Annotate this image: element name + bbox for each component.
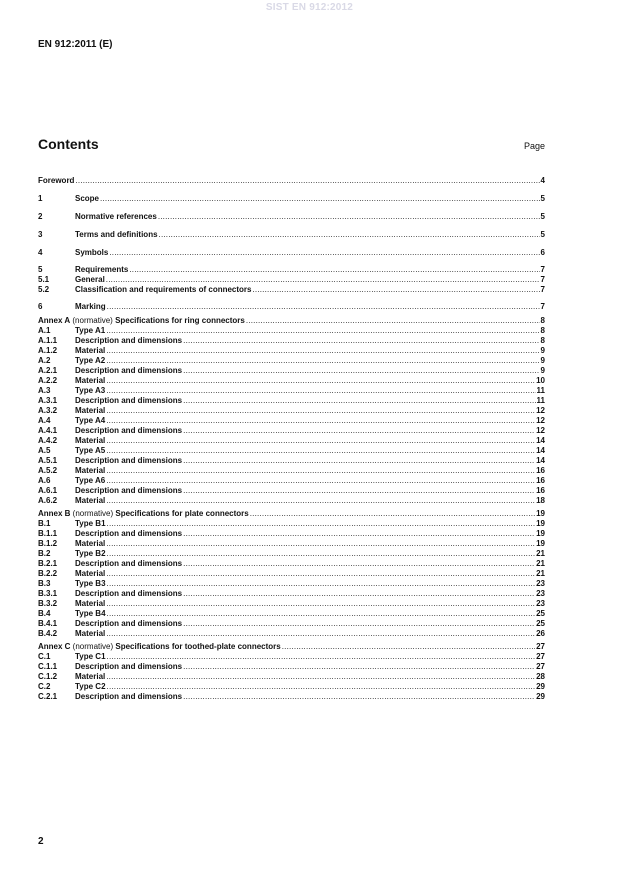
toc-dot-leader: [106, 476, 535, 486]
toc-entry-number: A.1.1: [38, 336, 58, 345]
toc-entry-number: B.2: [38, 549, 51, 558]
toc-entry-title: Type A2: [75, 356, 106, 365]
toc-entry-number: B.2.1: [38, 559, 58, 568]
toc-page-number: 19: [536, 539, 545, 548]
toc-page-number: 25: [536, 619, 545, 628]
toc-entry-number: B.1.2: [38, 539, 58, 548]
toc-dot-leader: [106, 466, 535, 476]
toc-entry-number: C.2: [38, 682, 51, 691]
toc-entry[interactable]: [38, 486, 545, 496]
toc-dot-leader: [106, 569, 535, 579]
toc-entry[interactable]: [38, 285, 545, 295]
toc-entry[interactable]: [38, 247, 545, 259]
toc-page-number: 27: [536, 652, 545, 661]
toc-entry-number: 3: [38, 230, 43, 239]
toc-dot-leader: [106, 629, 535, 639]
toc-dot-leader: [100, 193, 540, 205]
toc-entry[interactable]: [38, 436, 545, 446]
toc-entry-title: Specifications for ring connectors: [115, 316, 245, 325]
toc-dot-leader: [106, 346, 539, 356]
toc-annex-title: [38, 509, 249, 519]
toc-entry-number: B.4.2: [38, 629, 58, 638]
toc-page-number: 23: [536, 599, 545, 608]
toc-entry-title: General: [75, 275, 105, 284]
toc-entry[interactable]: [38, 599, 545, 609]
toc-entry[interactable]: [38, 662, 545, 672]
toc-dot-leader: [159, 229, 540, 241]
toc-annex-number: Annex A: [38, 316, 71, 325]
toc-entry[interactable]: [38, 356, 545, 366]
toc-page-number: 29: [536, 692, 545, 701]
toc-entry-number: 1: [38, 194, 43, 203]
toc-entry-title: Type A1: [75, 326, 106, 335]
toc-entry[interactable]: [38, 559, 545, 569]
toc-dot-leader: [107, 609, 536, 619]
toc-page-number: 7: [540, 285, 545, 294]
toc-entry-number: B.3: [38, 579, 51, 588]
toc-page-number: 19: [536, 509, 545, 518]
toc-entry-title: Description and dimensions: [75, 396, 183, 405]
toc-entry-number: A.6.2: [38, 496, 58, 505]
toc-entry-title: Material: [75, 376, 106, 385]
toc-page-number: 16: [536, 486, 545, 495]
toc-dot-leader: [107, 579, 536, 589]
toc-entry-title: Specifications for plate connectors: [115, 509, 249, 518]
toc-entry-number: A.3.1: [38, 396, 58, 405]
toc-dot-leader: [75, 175, 539, 187]
toc-entry[interactable]: [38, 692, 545, 702]
toc-entry-title: Type B2: [75, 549, 106, 558]
toc-dot-leader: [106, 376, 535, 386]
toc-entry[interactable]: [38, 509, 545, 519]
toc-page-number: 7: [540, 265, 545, 274]
toc-page-number: 21: [536, 569, 545, 578]
toc-entry-title: Material: [75, 466, 106, 475]
toc-dot-leader: [183, 336, 539, 346]
toc-dot-leader: [106, 599, 535, 609]
toc-entry-title: Material: [75, 539, 106, 548]
toc-page-number: 26: [536, 629, 545, 638]
toc-page-number: 18: [536, 496, 545, 505]
toc-dot-leader: [109, 247, 539, 259]
toc-entry[interactable]: [38, 456, 545, 466]
toc-entry-title: Type C1: [75, 652, 106, 661]
toc-entry-number: 5: [38, 265, 43, 274]
toc-dot-leader: [246, 316, 540, 326]
toc-dot-leader: [282, 642, 535, 652]
toc-entry[interactable]: [38, 326, 545, 336]
toc-dot-leader: [107, 652, 536, 662]
toc-page-number: 8: [540, 316, 545, 325]
toc-entry[interactable]: [38, 539, 545, 549]
table-of-contents: [38, 175, 545, 702]
toc-annex-note: (normative): [70, 316, 116, 325]
toc-dot-leader: [106, 539, 535, 549]
toc-page-number: 28: [536, 672, 545, 681]
toc-entry-title: Description and dimensions: [75, 426, 183, 435]
toc-dot-leader: [183, 396, 535, 406]
toc-entry-number: C.2.1: [38, 692, 58, 701]
toc-entry-title: Type C2: [75, 682, 106, 691]
toc-entry-title: Material: [75, 436, 106, 445]
toc-entry-title: Type A6: [75, 476, 106, 485]
toc-entry-number: B.1.1: [38, 529, 58, 538]
toc-page-number: 29: [536, 682, 545, 691]
toc-dot-leader: [183, 426, 535, 436]
toc-entry[interactable]: [38, 416, 545, 426]
toc-page-number: 19: [536, 529, 545, 538]
toc-entry-title: Material: [75, 672, 106, 681]
toc-dot-leader: [183, 456, 535, 466]
toc-entry-number: A.2.1: [38, 366, 58, 375]
toc-entry[interactable]: [38, 476, 545, 486]
toc-entry-number: B.4.1: [38, 619, 58, 628]
toc-dot-leader: [183, 662, 535, 672]
toc-annex-number: Annex B: [38, 509, 71, 518]
toc-annex-title: [38, 316, 245, 326]
toc-dot-leader: [106, 672, 535, 682]
toc-entry-title: Description and dimensions: [75, 366, 183, 375]
toc-entry-number: A.2: [38, 356, 51, 365]
toc-page-number: 14: [536, 436, 545, 445]
toc-entry-number: B.3.2: [38, 599, 58, 608]
toc-entry[interactable]: [38, 265, 545, 275]
toc-page-number: 12: [536, 416, 545, 425]
toc-entry[interactable]: [38, 652, 545, 662]
toc-entry[interactable]: [38, 682, 545, 692]
toc-entry-number: A.3.2: [38, 406, 58, 415]
toc-entry[interactable]: [38, 275, 545, 285]
toc-entry-title: Type A4: [75, 416, 106, 425]
toc-entry-title: Type B4: [75, 609, 106, 618]
toc-entry-title: Requirements: [75, 265, 129, 274]
toc-entry-title: Material: [75, 599, 106, 608]
watermark: SIST EN 912:2012: [265, 2, 354, 13]
toc-page-number: 21: [536, 559, 545, 568]
toc-entry-number: B.3.1: [38, 589, 58, 598]
toc-entry-title: Type A3: [75, 386, 106, 395]
toc-entry-number: C.1: [38, 652, 51, 661]
toc-page-number: 14: [536, 446, 545, 455]
toc-entry[interactable]: [38, 193, 545, 205]
toc-entry-number: A.4.1: [38, 426, 58, 435]
toc-entry-title: Symbols: [75, 248, 109, 257]
toc-entry[interactable]: [38, 446, 545, 456]
toc-dot-leader: [106, 436, 535, 446]
toc-entry[interactable]: [38, 336, 545, 346]
toc-page-number: 7: [540, 275, 545, 284]
toc-entry-title: Description and dimensions: [75, 486, 183, 495]
page-number: 2: [38, 836, 44, 847]
toc-page-number: 25: [536, 609, 545, 618]
toc-dot-leader: [107, 301, 540, 313]
toc-page-number: 14: [536, 456, 545, 465]
toc-entry[interactable]: [38, 629, 545, 639]
toc-page-number: 4: [540, 176, 545, 185]
toc-entry-number: A.4: [38, 416, 51, 425]
toc-entry[interactable]: [38, 589, 545, 599]
toc-entry-number: C.1.2: [38, 672, 58, 681]
toc-page-number: 6: [540, 248, 545, 257]
toc-entry-number: A.6: [38, 476, 51, 485]
toc-entry-number: 4: [38, 248, 43, 257]
toc-entry-number: A.5: [38, 446, 51, 455]
toc-page-number: 21: [536, 549, 545, 558]
toc-entry-title: Material: [75, 406, 106, 415]
toc-entry-number: B.2.2: [38, 569, 58, 578]
toc-page-number: 9: [540, 346, 545, 355]
toc-page-number: 11: [536, 396, 545, 405]
toc-annex-title: [38, 642, 281, 652]
toc-entry-number: B.1: [38, 519, 51, 528]
toc-entry[interactable]: [38, 406, 545, 416]
toc-entry-number: A.1.2: [38, 346, 58, 355]
toc-dot-leader: [106, 446, 535, 456]
toc-dot-leader: [183, 486, 535, 496]
toc-entry-title: Scope: [75, 194, 100, 203]
toc-page-number: 5: [540, 230, 545, 239]
toc-dot-leader: [106, 406, 535, 416]
toc-entry-title: Material: [75, 569, 106, 578]
toc-entry-title: Specifications for toothed-plate connectors: [115, 642, 281, 651]
toc-dot-leader: [158, 211, 540, 223]
toc-entry-title: Type B1: [75, 519, 106, 528]
toc-entry[interactable]: [38, 346, 545, 356]
toc-entry[interactable]: [38, 175, 545, 187]
toc-entry-title: Type B3: [75, 579, 106, 588]
toc-entry-number: A.3: [38, 386, 51, 395]
toc-entry[interactable]: [38, 672, 545, 682]
toc-entry[interactable]: [38, 466, 545, 476]
toc-entry[interactable]: [38, 366, 545, 376]
toc-dot-leader: [106, 386, 535, 396]
toc-entry[interactable]: [38, 386, 545, 396]
toc-entry-number: C.1.1: [38, 662, 58, 671]
toc-entry[interactable]: [38, 569, 545, 579]
toc-entry[interactable]: [38, 496, 545, 506]
toc-dot-leader: [107, 682, 536, 692]
toc-entry-title: Description and dimensions: [75, 662, 183, 671]
toc-entry-title: Description and dimensions: [75, 559, 183, 568]
toc-entry-title: Description and dimensions: [75, 336, 183, 345]
page-title: Contents: [38, 136, 99, 152]
toc-dot-leader: [183, 589, 535, 599]
toc-dot-leader: [252, 285, 539, 295]
toc-entry-title: Material: [75, 346, 106, 355]
toc-entry[interactable]: [38, 396, 545, 406]
toc-entry-title: Description and dimensions: [75, 456, 183, 465]
toc-entry-title: Material: [75, 496, 106, 505]
toc-entry[interactable]: [38, 229, 545, 241]
toc-dot-leader: [107, 519, 536, 529]
toc-dot-leader: [183, 692, 535, 702]
toc-dot-leader: [106, 275, 540, 285]
toc-entry-title: Classification and requirements of connectors: [75, 285, 252, 294]
toc-entry-number: 5.1: [38, 275, 50, 284]
toc-entry[interactable]: [38, 519, 545, 529]
toc-entry-title: Normative references: [75, 212, 157, 221]
page-column-label: Page: [523, 141, 545, 151]
toc-entry[interactable]: [38, 579, 545, 589]
toc-dot-leader: [183, 619, 535, 629]
toc-page-number: 27: [536, 662, 545, 671]
toc-entry-title: Foreword: [38, 176, 75, 185]
toc-entry-title: Description and dimensions: [75, 529, 183, 538]
toc-entry-number: A.4.2: [38, 436, 58, 445]
toc-entry[interactable]: [38, 426, 545, 436]
toc-page-number: 16: [536, 466, 545, 475]
toc-dot-leader: [106, 416, 535, 426]
toc-dot-leader: [107, 549, 536, 559]
toc-entry[interactable]: [38, 376, 545, 386]
toc-page-number: 5: [540, 194, 545, 203]
toc-entry-title: Terms and definitions: [75, 230, 158, 239]
toc-page-number: 7: [540, 302, 545, 311]
toc-entry-number: A.2.2: [38, 376, 58, 385]
document-reference: EN 912:2011 (E): [38, 39, 113, 50]
toc-entry[interactable]: [38, 642, 545, 652]
toc-annex-number: Annex C: [38, 642, 71, 651]
toc-annex-note: (normative): [70, 509, 116, 518]
toc-page-number: 12: [536, 426, 545, 435]
toc-entry[interactable]: [38, 301, 545, 313]
toc-entry-title: Description and dimensions: [75, 619, 183, 628]
toc-entry-number: A.5.2: [38, 466, 58, 475]
toc-dot-leader: [250, 509, 535, 519]
toc-entry[interactable]: [38, 529, 545, 539]
toc-entry-number: A.6.1: [38, 486, 58, 495]
toc-entry[interactable]: [38, 211, 545, 223]
toc-page-number: 9: [540, 366, 545, 375]
toc-dot-leader: [183, 559, 535, 569]
toc-entry-title: Marking: [75, 302, 106, 311]
toc-page-number: 19: [536, 519, 545, 528]
toc-page-number: 8: [540, 336, 545, 345]
toc-dot-leader: [106, 326, 539, 336]
toc-annex-note: (normative): [70, 642, 116, 651]
toc-entry-number: A.5.1: [38, 456, 58, 465]
toc-page-number: 10: [536, 376, 545, 385]
toc-entry[interactable]: [38, 609, 545, 619]
toc-entry[interactable]: [38, 619, 545, 629]
toc-page-number: 23: [536, 579, 545, 588]
toc-entry-number: 5.2: [38, 285, 50, 294]
toc-entry-number: B.4: [38, 609, 51, 618]
toc-entry-title: Description and dimensions: [75, 589, 183, 598]
toc-entry-title: Type A5: [75, 446, 106, 455]
toc-page-number: 27: [536, 642, 545, 651]
toc-entry[interactable]: [38, 549, 545, 559]
toc-entry-title: Material: [75, 629, 106, 638]
toc-entry-number: 6: [38, 302, 43, 311]
toc-dot-leader: [129, 265, 539, 275]
toc-page-number: 9: [540, 356, 545, 365]
toc-entry-number: A.1: [38, 326, 51, 335]
toc-dot-leader: [106, 356, 539, 366]
toc-page-number: 11: [536, 386, 545, 395]
toc-dot-leader: [106, 496, 535, 506]
toc-page-number: 12: [536, 406, 545, 415]
toc-page-number: 5: [540, 212, 545, 221]
toc-entry[interactable]: [38, 316, 545, 326]
toc-entry-title: Description and dimensions: [75, 692, 183, 701]
toc-entry-number: 2: [38, 212, 43, 221]
toc-dot-leader: [183, 366, 539, 376]
toc-page-number: 23: [536, 589, 545, 598]
toc-page-number: 8: [540, 326, 545, 335]
toc-dot-leader: [183, 529, 535, 539]
toc-page-number: 16: [536, 476, 545, 485]
